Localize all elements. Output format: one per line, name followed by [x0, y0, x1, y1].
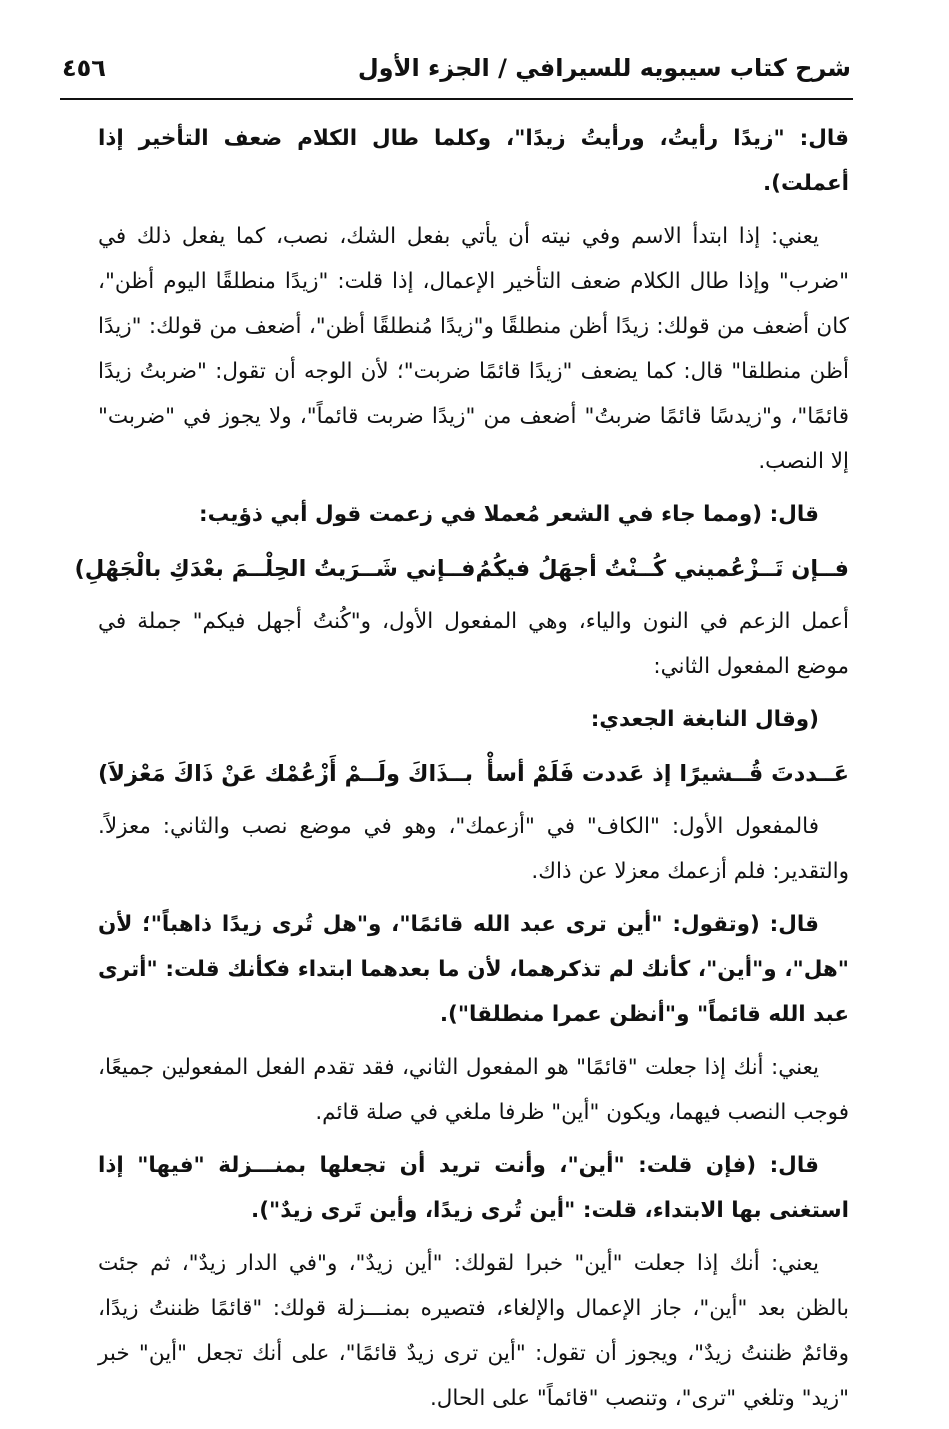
quote-paragraph: (وقال النابغة الجعدي:: [590, 707, 819, 732]
commentary-paragraph: أعمل الزعم في النون والياء، وهي المفعول الأول، و"كُنتُ أجهل فيكم" جملة في موضع المفعول الثاني:: [98, 609, 849, 679]
quote-paragraph: قال: (فإن قلت: "أين"، وأنت تريد أن تجعلها بمنـــزلة "فيها" إذا استغنى بها الابتداء، قلت: "أين تُرى زيدًا، وأين تَرى زيدٌ").: [98, 1153, 849, 1223]
commentary-paragraph: يعني: أنك إذا جعلت "أين" خبرا لقولك: "أين زيدٌ"، و"في الدار زيدٌ"، ثم جئت بالظن بعد "أين"، جاز الإعمال والإلغاء، فتصيره بمنـــزلة قولك: "قائمًا ظننتُ زيدًا، وقائمٌ ظننتُ زيدٌ"، ويجوز أن تقول: "أين ترى زيدٌ قائمًا"، على أنك تجعل "أين" خبر "زيد" وتلغي "ترى"، وتنصب "قائماً" على الحال.: [98, 1251, 849, 1411]
verse-second-hemistich: فــإني شَــرَيتُ الحِلْــمَ بعْدَكِ بالْجَهْلِ): [74, 556, 476, 582]
verse-first-hemistich: عَــددتَ قُــشيرًا إذ عَددت فَلَمْ أسأْ: [486, 761, 849, 787]
running-title: شرح كتاب سيبويه للسيرافي / الجزء الأول: [357, 54, 851, 82]
verse-first-hemistich: فــإن تَــزْعُميني كُــنْتُ أجهَلُ فيكُمُ: [475, 556, 849, 582]
page-header: [62, 52, 851, 92]
verse-line: [98, 750, 849, 798]
body-text: [74, 116, 849, 1429]
commentary-paragraph: يعني: إذا ابتدأ الاسم وفي نيته أن يأتي بفعل الشك، نصب، كما يفعل ذلك في "ضرب" وإذا طال الكلام ضعف التأخير الإعمال، إذا قلت: "زيدًا منطلقًا اليوم أظن"، كان أضعف من قولك: زيدًا أظن منطلقًا و"زيدًا مُنطلقًا أظن"، أضعف من قولك: "زيدًا أظن منطلقا" قال: كما يضعف "زيدًا قائمًا ضربت"؛ لأن الوجه أن تقول: "ضربتُ زيدًا قائمًا"، و"زيدسًا قائمًا ضربتُ" أضعف من "زيدًا ضربت قائماً"، ولا يجوز في "ضربت" إلا النصب.: [98, 224, 849, 474]
page-number: ٤٥٦: [62, 54, 106, 82]
commentary-paragraph: فالمفعول الأول: "الكاف" في "أزعمك"، وهو في موضع نصب والثاني: معزلاً. والتقدير: فلم أزعمك معزلا عن ذاك.: [98, 814, 849, 884]
quote-paragraph: قال: (ومما جاء في الشعر مُعملا في زعمت قول أبي ذؤيب:: [199, 502, 819, 527]
quote-paragraph: قال: (وتقول: "أين ترى عبد الله قائمًا"، و"هل تُرى زيدًا ذاهباً"؛ لأن "هل"، و"أين"، كأنك لم تذكرهما، لأن ما بعدهما ابتداء فكأنك قلت: "أترى عبد الله قائماً" و"أنظن عمرا منطلقا").: [98, 912, 849, 1027]
commentary-paragraph: يعني: أنك إذا جعلت "قائمًا" هو المفعول الثاني، فقد تقدم الفعل المفعولين جميعًا، فوجب النصب فيهما، ويكون "أين" ظرفا ملغي في صلة قائم.: [98, 1055, 849, 1125]
verse-second-hemistich: بــذَاكَ ولَــمْ أَزْعُمْك عَنْ ذَاكَ مَعْزلاَ): [98, 761, 474, 787]
quote-paragraph: قال: "زيدًا رأيتُ، ورأيتُ زيدًا"، وكلما طال الكلام ضعف التأخير إذا أعملت).: [98, 126, 849, 196]
verse-line: [74, 545, 849, 593]
header-rule: [60, 98, 853, 100]
